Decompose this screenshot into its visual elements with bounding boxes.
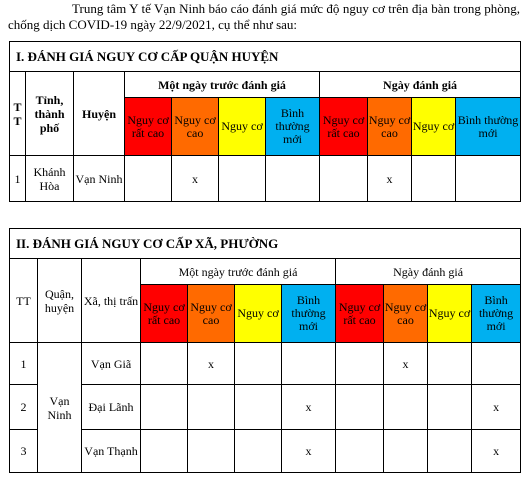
col-province-header: Tỉnh, thành phố xyxy=(26,72,74,156)
level-risk-today: Nguy cơ xyxy=(412,98,456,156)
row-commune: Vạn Thạnh xyxy=(82,430,141,473)
level-risk-prev: Nguy cơ xyxy=(235,285,282,343)
mark-prev-risk xyxy=(235,385,282,430)
level-high-today: Nguy cơ cao xyxy=(368,98,412,156)
mark-prev-risk xyxy=(235,430,282,473)
row-district: Vạn Ninh xyxy=(38,343,82,473)
section2-title: II. ĐÁNH GIÁ NGUY CƠ CẤP XÃ, PHƯỜNG xyxy=(10,229,521,259)
mark-today-risk xyxy=(428,430,472,473)
mark-today-very-high xyxy=(336,385,384,430)
row-province: Khánh Hòa xyxy=(26,156,74,202)
row-commune: Đại Lãnh xyxy=(82,385,141,430)
table-row xyxy=(10,343,521,385)
mark-today-risk xyxy=(412,156,456,202)
mark-today-normal xyxy=(472,343,521,385)
level-high-prev: Nguy cơ cao xyxy=(188,285,235,343)
level-very-high-prev: Nguy cơ rất cao xyxy=(125,98,172,156)
col-district-header: Huyện xyxy=(74,72,125,156)
mark-prev-high xyxy=(188,430,235,473)
level-very-high-today: Nguy cơ rất cao xyxy=(320,98,368,156)
group-today-header: Ngày đánh giá xyxy=(320,72,521,98)
table-row xyxy=(10,156,521,202)
level-normal-today: Bình thường mới xyxy=(472,285,521,343)
level-high-prev: Nguy cơ cao xyxy=(172,98,219,156)
mark-today-risk xyxy=(428,385,472,430)
level-normal-prev: Bình thường mới xyxy=(266,98,320,156)
mark-today-very-high xyxy=(336,430,384,473)
table-row xyxy=(10,385,521,430)
group-prev-header: Một ngày trước đánh giá xyxy=(125,72,320,98)
mark-today-normal: x xyxy=(472,430,521,473)
mark-today-high xyxy=(384,385,428,430)
row-district: Vạn Ninh xyxy=(74,156,125,202)
section1-title: I. ĐÁNH GIÁ NGUY CƠ CẤP QUẬN HUYỆN xyxy=(10,42,521,72)
mark-today-high xyxy=(384,430,428,473)
district-risk-table xyxy=(9,41,521,202)
level-risk-today: Nguy cơ xyxy=(428,285,472,343)
mark-prev-normal: x xyxy=(282,385,336,430)
mark-prev-very-high xyxy=(141,430,188,473)
mark-today-normal xyxy=(456,156,521,202)
col-commune-header: Xã, thị trấn xyxy=(82,259,141,343)
mark-today-high: x xyxy=(384,343,428,385)
mark-prev-very-high xyxy=(141,343,188,385)
mark-prev-high: x xyxy=(188,343,235,385)
col-tt-header: TT xyxy=(10,259,38,343)
mark-prev-very-high xyxy=(125,156,172,202)
mark-prev-very-high xyxy=(141,385,188,430)
mark-today-very-high xyxy=(320,156,368,202)
mark-today-high: x xyxy=(368,156,412,202)
level-normal-today: Bình thường mới xyxy=(456,98,521,156)
mark-prev-normal xyxy=(282,343,336,385)
group-today-header: Ngày đánh giá xyxy=(336,259,521,285)
table-row xyxy=(10,430,521,473)
mark-today-risk xyxy=(428,343,472,385)
col-tt-header: T T xyxy=(10,72,26,156)
mark-prev-normal xyxy=(266,156,320,202)
mark-today-very-high xyxy=(336,343,384,385)
row-tt: 1 xyxy=(10,343,38,385)
level-high-today: Nguy cơ cao xyxy=(384,285,428,343)
row-tt: 3 xyxy=(10,430,38,473)
row-commune: Vạn Giã xyxy=(82,343,141,385)
level-very-high-prev: Nguy cơ rất cao xyxy=(141,285,188,343)
mark-prev-high xyxy=(188,385,235,430)
level-risk-prev: Nguy cơ xyxy=(219,98,266,156)
mark-prev-risk xyxy=(219,156,266,202)
col-district-header: Quận, huyện xyxy=(38,259,82,343)
row-tt: 1 xyxy=(10,156,26,202)
group-prev-header: Một ngày trước đánh giá xyxy=(141,259,336,285)
mark-today-normal: x xyxy=(472,385,521,430)
mark-prev-normal: x xyxy=(282,430,336,473)
mark-prev-risk xyxy=(235,343,282,385)
level-normal-prev: Bình thường mới xyxy=(282,285,336,343)
intro-paragraph: Trung tâm Y tế Vạn Ninh báo cáo đánh giá mức độ nguy cơ trên địa bàn trong phòng, chống dịch COVID-19 ngày 22/9/2021, cụ thể như sau: xyxy=(8,1,520,32)
row-tt: 2 xyxy=(10,385,38,430)
level-very-high-today: Nguy cơ rất cao xyxy=(336,285,384,343)
mark-prev-high: x xyxy=(172,156,219,202)
commune-risk-table xyxy=(9,228,521,473)
